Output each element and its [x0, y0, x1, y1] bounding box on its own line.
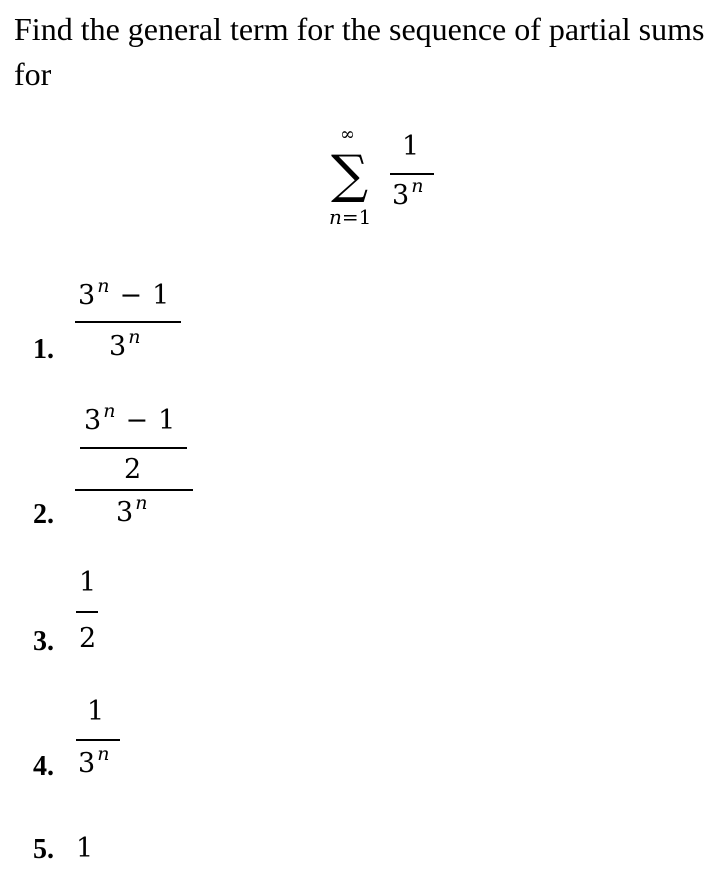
sum-equals: = [341, 205, 359, 229]
choice-2-number: 2. [33, 499, 54, 530]
choice-3-fraction-bar [76, 611, 98, 613]
choice-2-num-base: 3 [84, 405, 102, 436]
choice-1-denominator [109, 326, 141, 364]
term-exponent: n [411, 175, 424, 197]
choice-1-num-const: 1 [152, 280, 170, 311]
choice-4-number: 4. [33, 751, 54, 782]
choice-2-inner-fraction-bar [80, 447, 187, 449]
choice-4-den-exp: n [97, 743, 110, 765]
choice-2-fraction-bar [75, 489, 193, 491]
choice-2-denominator [116, 492, 148, 530]
choice-1-den-exp: n [128, 326, 141, 348]
choice-2-den-exp: n [135, 492, 148, 514]
choice-2-inner-numerator [84, 400, 176, 438]
sum-index: n [329, 205, 342, 229]
choice-1-num-exp: n [97, 275, 110, 297]
choice-4-numerator: 1 [87, 696, 105, 727]
choice-1-num-base: 3 [78, 280, 96, 311]
choice-4-fraction-bar [76, 739, 120, 741]
choice-1-numerator [78, 275, 170, 313]
term-denominator [392, 175, 424, 213]
sum-upper-limit: ∞ [340, 124, 355, 145]
choice-4-den-base: 3 [78, 748, 96, 779]
choice-2-num-const: 1 [158, 405, 176, 436]
sum-lower-limit [329, 206, 371, 228]
choice-5-value: 1 [76, 833, 94, 864]
choice-4-denominator [78, 743, 110, 781]
choice-1-num-op: − [119, 280, 143, 311]
sum-start: 1 [358, 205, 372, 229]
choice-1-fraction-bar [75, 321, 181, 323]
choice-3-number: 3. [33, 626, 54, 657]
term-base: 3 [392, 180, 410, 211]
choice-3-denominator: 2 [79, 623, 97, 654]
term-numerator: 1 [402, 131, 420, 162]
choice-1-den-base: 3 [109, 331, 127, 362]
choice-3-numerator: 1 [79, 567, 97, 598]
choice-2-inner-denominator: 2 [124, 454, 142, 485]
choice-1-number: 1. [33, 334, 54, 365]
question-prompt: Find the general term for the sequence of partial sums for [14, 11, 705, 92]
choice-2-den-base: 3 [116, 497, 134, 528]
choice-2-num-exp: n [103, 400, 116, 422]
choice-2-num-op: − [125, 405, 149, 436]
summation-symbol: ∑ [331, 145, 369, 205]
choice-5-number: 5. [33, 834, 54, 865]
